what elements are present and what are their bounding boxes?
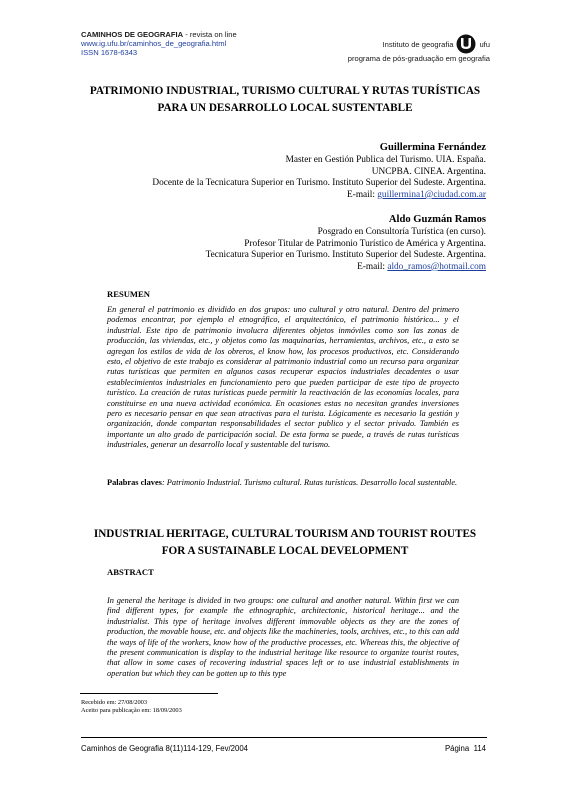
keywords-label: Palabras claves bbox=[107, 478, 162, 487]
title-english bbox=[60, 526, 510, 560]
institute-header bbox=[348, 34, 490, 63]
page-label: Página bbox=[444, 744, 470, 753]
footer-divider bbox=[81, 737, 487, 738]
journal-issn: ISSN 1678-6343 bbox=[81, 48, 138, 57]
author-block-2 bbox=[206, 213, 486, 273]
journal-url-link[interactable]: www.ig.ufu.br/caminhos_de_geografia.html bbox=[81, 39, 227, 48]
author-email-link[interactable]: aldo_ramos@hotmail.com bbox=[387, 261, 486, 272]
email-label: E-mail: bbox=[347, 189, 378, 200]
author-email-line bbox=[152, 190, 486, 202]
footnote-divider bbox=[80, 693, 218, 694]
institute-row bbox=[348, 34, 490, 54]
email-label: E-mail: bbox=[357, 261, 388, 272]
abstract-body: In general the heritage is divided in two groups: one cultural and another natural. Within first we can find different types, for example the ethnographic, architectonic, historical heritage... and the industrialist. This type of heritage involves different immovable objects as they are the zones of production, the movable house, etc. and objects like the machineries, tools, archives, etc., to this can add the ways of life of the workers, know how of the productive processes, etc. Whereas this, the objective of the present communication is display to the industrial heritage like resource to organize tourist routes, that allow in some cases of recovering industrial spaces left or to use industrial establishments in operation but which they can be gotten up to this type bbox=[107, 596, 459, 678]
title-spanish-line2: PARA UN DESARROLLO LOCAL SUSTENTABLE bbox=[157, 102, 413, 114]
institute-name: Instituto de geografia bbox=[382, 39, 454, 49]
received-date: Recebido em: 27/08/2003 bbox=[81, 699, 148, 706]
keywords bbox=[107, 478, 459, 488]
ufu-logo-icon bbox=[456, 34, 476, 54]
resumen-heading: RESUMEN bbox=[107, 289, 150, 299]
footnote bbox=[81, 699, 182, 716]
resumen-body: En general el patrimonio es dividido en dos grupos: uno cultural y otro natural. Dentro del primero podemos encontrar, por ejemplo el etnográfico, el arquitectónico, el patrimonio histórico... y el industrial. Este tipo de patrimonio involucra diferentes objetos inmóviles como son las zonas de producción, las viviendas, etc., y objetos como las maquinarias, herramientas, archivos, etc., a esto se agregan los estilos de vida de los obreros, el know how, los procesos productivos, etc. Considerando esto, el objetivo de este trabajo es considerar al patrimonio industrial como un recurso para organizar rutas turísticas que permiten en algunos casos recuperar espacios industriales decadentes o usar establecimientos industriales en funcionamiento pero que pueden participar de este tipo de proyecto turístico. La creación de rutas turísticas puede permitir la reactivación de las economías locales, para constituirse en una nueva actividad económica. En ocasiones estas no necesitan grandes inversiones pero es necesario pensar en que sean atractivas para el turista. Lógicamente es necesario la gestión y organización, donde compartan responsabilidades el sector publico y el sector privado. También es importante un alto grado de participación social. De esta forma se puede, a través de rutas turísticas industriales, generar un desarrollo local y sustentable del turismo. bbox=[107, 305, 459, 450]
page-number: 114 bbox=[473, 744, 486, 753]
program-name: programa de pós-graduação em geografia bbox=[347, 54, 490, 63]
author-block-1 bbox=[152, 141, 486, 201]
abstract-heading: ABSTRACT bbox=[107, 567, 154, 577]
author-affiliation: Master en Gestión Publica del Turismo. UIA. España. bbox=[285, 155, 486, 165]
keywords-text: : Patrimonio Industrial. Turismo cultural. Rutas turísticas. Desarrollo local sustentable. bbox=[161, 478, 458, 487]
author-email-link[interactable]: guillermina1@ciudad.com.ar bbox=[377, 189, 486, 200]
title-spanish-line1: PATRIMONIO INDUSTRIAL, TURISMO CULTURAL Y RUTAS TURÍSTICAS bbox=[89, 85, 481, 97]
author-name: Guillermina Fernández bbox=[379, 142, 486, 153]
logo-label: ufu bbox=[479, 39, 490, 49]
author-affiliation: UNCPBA. CINEA. Argentina. bbox=[371, 166, 486, 177]
author-affiliation: Profesor Titular de Patrimonio Turístico de América y Argentina. bbox=[244, 238, 486, 249]
author-affiliation: Docente de la Tecnicatura Superior en Turismo. Instituto Superior del Sudeste. Argentina. bbox=[152, 178, 486, 189]
author-name: Aldo Guzmán Ramos bbox=[388, 214, 486, 225]
author-affiliation: Tecnicatura Superior en Turismo. Instituto Superior del Sudeste. Argentina. bbox=[205, 250, 486, 261]
author-email-line bbox=[206, 262, 486, 274]
author-affiliation: Posgrado en Consultoría Turística (en curso). bbox=[317, 227, 486, 237]
journal-header bbox=[81, 30, 237, 57]
title-english-line1: INDUSTRIAL HERITAGE, CULTURAL TOURISM AND TOURIST ROUTES bbox=[93, 528, 477, 540]
accepted-date: Aceito para publicação em: 18/09/2003 bbox=[81, 707, 182, 715]
journal-suffix: - revista on line bbox=[183, 30, 237, 39]
title-english-line2: FOR A SUSTAINABLE LOCAL DEVELOPMENT bbox=[161, 545, 409, 557]
journal-name: CAMINHOS DE GEOGRAFIA bbox=[81, 30, 184, 39]
title-spanish bbox=[60, 83, 510, 117]
footer-page bbox=[445, 744, 486, 753]
journal-name-line bbox=[81, 30, 237, 39]
footer-citation: Caminhos de Geografia 8(11)114-129, Fev/2004 bbox=[81, 744, 249, 753]
